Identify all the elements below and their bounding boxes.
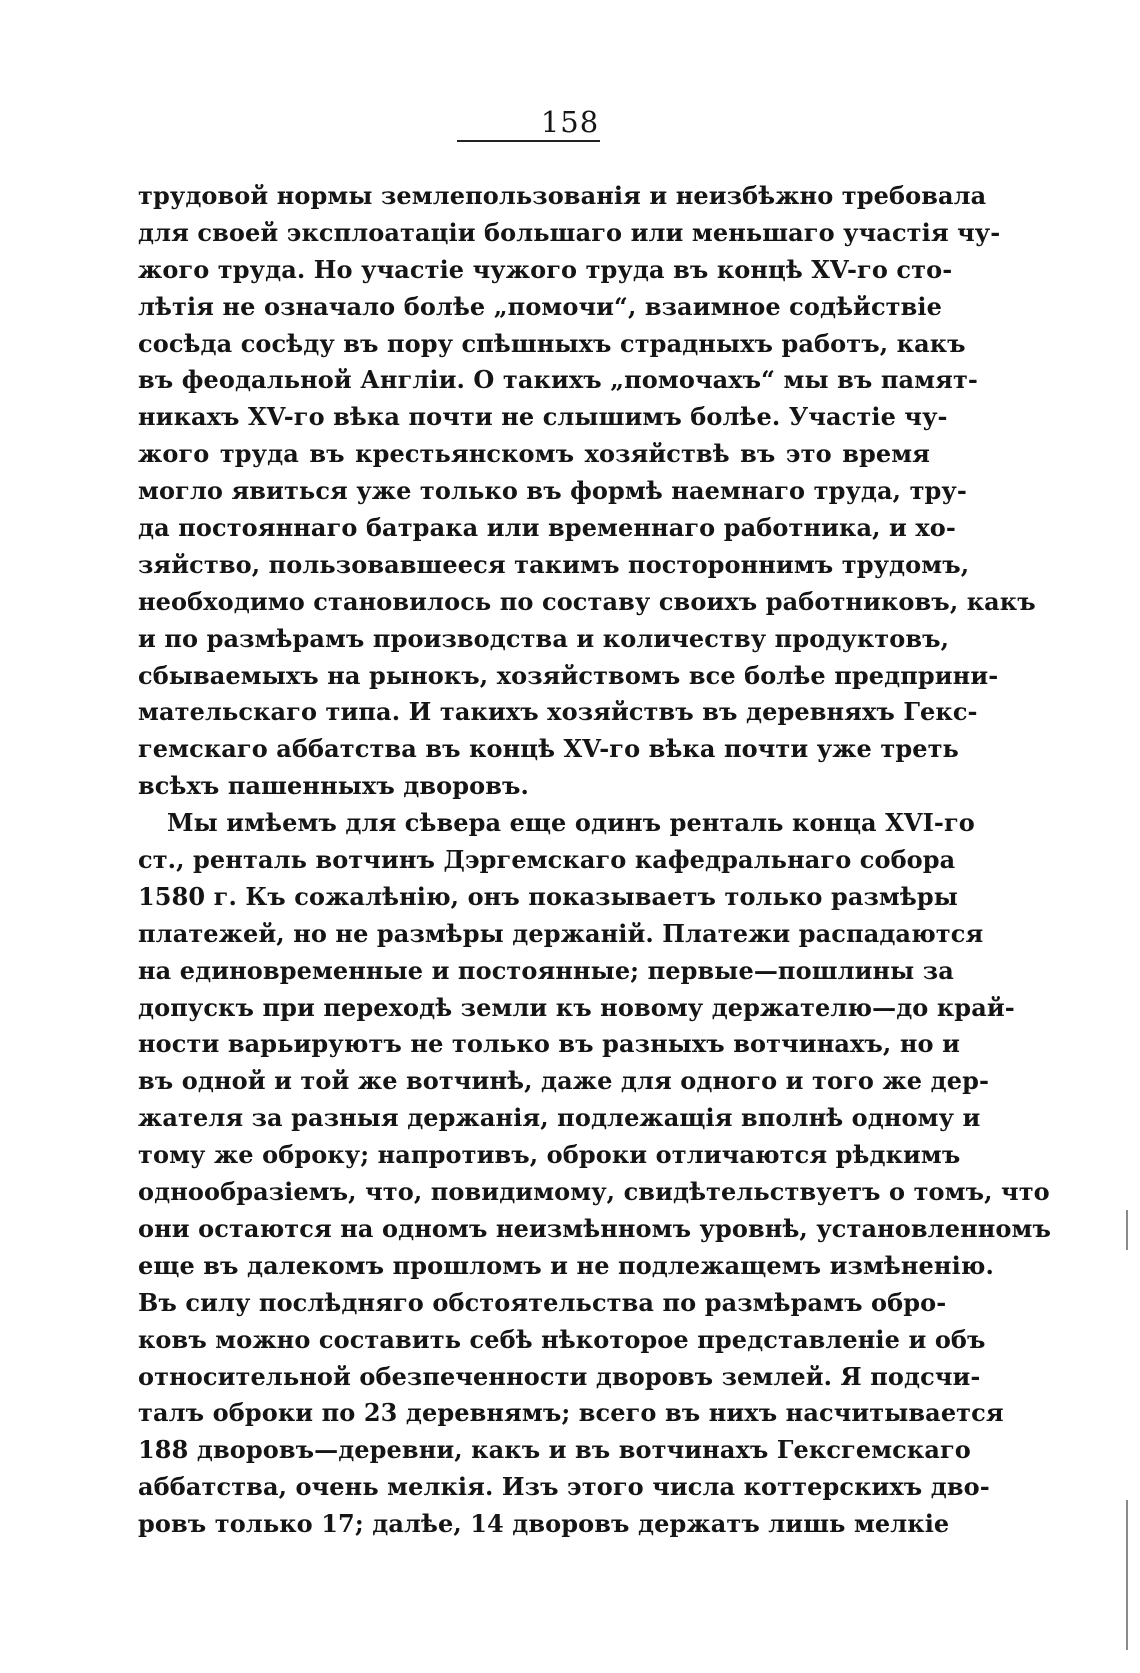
text-line: могло явиться уже только въ формѣ наемнаго труда, тру-: [138, 476, 967, 506]
scan-edge-mark: [1126, 1210, 1128, 1250]
text-line: трудовой нормы землепользованія и неизбѣжно требовала: [138, 181, 987, 210]
text-line: и по размѣрамъ производства и количеству продуктовъ,: [138, 623, 950, 653]
text-line: Мы имѣемъ для сѣвера еще одинъ ренталь конца XVI-го: [167, 808, 975, 838]
text-line: жателя за разныя держанія, подлежащія вполнѣ одному и: [138, 1103, 981, 1133]
page-number-rule: [457, 140, 600, 142]
text-line: ровъ только 17; далѣе, 14 дворовъ держатъ лишь мелкіе: [138, 1509, 950, 1539]
text-line: 1580 г. Къ сожалѣнію, онъ показываетъ только размѣры: [138, 881, 958, 911]
text-line: жого труда. Но участіе чужого труда въ концѣ XV-го сто-: [138, 254, 953, 284]
text-line: зяйство, пользовавшееся такимъ постороннимъ трудомъ,: [138, 549, 970, 579]
text-line: жого труда въ крестьянскомъ хозяйствѣ въ это время: [138, 439, 930, 469]
text-line: еще въ далекомъ прошломъ и не подлежащемъ измѣненію.: [138, 1250, 994, 1280]
text-line: необходимо становилось по составу своихъ работниковъ, какъ: [138, 586, 1036, 616]
text-line: всѣхъ пашенныхъ дворовъ.: [138, 771, 529, 801]
text-line: никахъ XV-го вѣка почти не слышимъ болѣе. Участіе чу-: [138, 402, 948, 432]
text-line: допускъ при переходѣ земли къ новому держателю—до край-: [138, 992, 1015, 1022]
text-line: относительной обезпеченности дворовъ землей. Я подсчи-: [138, 1361, 981, 1391]
paragraph-2: [138, 805, 1051, 1543]
text-line: платежей, но не размѣры держаній. Платежи распадаются: [138, 918, 984, 948]
text-line: въ одной и той же вотчинѣ, даже для одного и того же дер-: [138, 1066, 990, 1096]
text-line: сбываемыхъ на рынокъ, хозяйствомъ все болѣе предприни-: [138, 660, 999, 690]
scan-edge-mark: [1126, 1500, 1128, 1650]
text-line: талъ оброки по 23 деревнямъ; всего въ нихъ насчитывается: [138, 1398, 1004, 1428]
text-line: 188 дворовъ—деревни, какъ и въ вотчинахъ Гексгемскаго: [138, 1435, 971, 1465]
text-line: да постояннаго батрака или временнаго работника, и хо-: [138, 513, 956, 543]
page-number: 158: [540, 105, 600, 139]
text-line: въ феодальной Англіи. О такихъ „помочахъ“ мы въ памят-: [138, 365, 978, 395]
text-line: на единовременные и постоянные; первые—пошлины за: [138, 955, 954, 985]
text-line: гемскаго аббатства въ концѣ XV-го вѣка почти уже треть: [138, 734, 959, 764]
paragraph-1: [138, 178, 1036, 805]
text-line: ности варьируютъ не только въ разныхъ вотчинахъ, но и: [138, 1029, 960, 1059]
body-text: [138, 178, 1051, 1543]
text-line: ковъ можно составить себѣ нѣкоторое представленіе и объ: [138, 1324, 986, 1354]
text-line: они остаются на одномъ неизмѣнномъ уровнѣ, установленномъ: [138, 1213, 1051, 1243]
text-line: мательскаго типа. И такихъ хозяйствъ въ деревняхъ Гекс-: [138, 697, 978, 727]
text-line: тому же оброку; напротивъ, оброки отличаются рѣдкимъ: [138, 1140, 961, 1170]
text-line: однообразіемъ, что, повидимому, свидѣтельствуетъ о томъ, что: [138, 1177, 1050, 1207]
text-line: лѣтія не означало болѣе „помочи“, взаимное содѣйствіе: [138, 291, 942, 321]
text-line: Въ силу послѣдняго обстоятельства по размѣрамъ обро-: [138, 1287, 947, 1317]
text-line: сосѣда сосѣду въ пору спѣшныхъ страдныхъ работъ, какъ: [138, 328, 966, 358]
text-line: для своей эксплоатаціи большаго или меньшаго участія чу-: [138, 217, 1001, 247]
text-line: ст., ренталь вотчинъ Дэргемскаго кафедральнаго собора: [138, 845, 956, 875]
text-line: аббатства, очень мелкія. Изъ этого числа коттерскихъ дво-: [138, 1472, 990, 1502]
